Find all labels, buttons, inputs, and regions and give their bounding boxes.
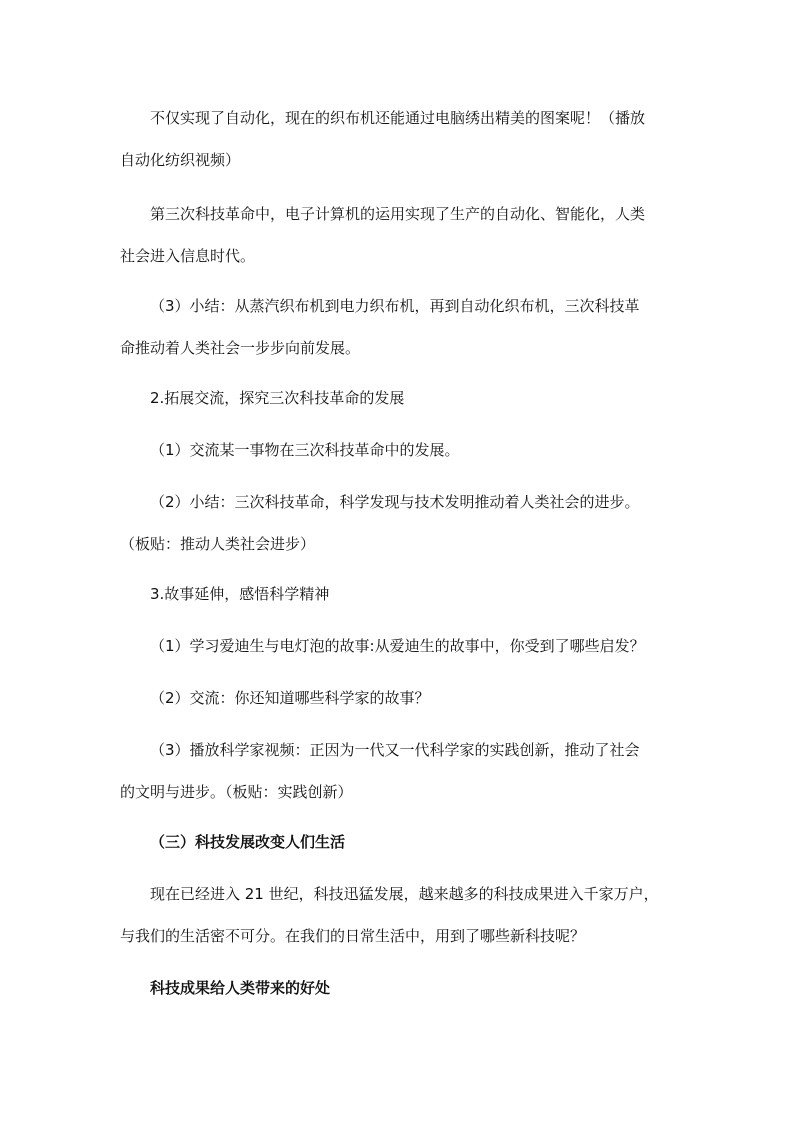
text-line: 现在已经进入 21 世纪，科技迅猛发展，越来越多的科技成果进入千家万户， xyxy=(150,885,659,903)
text-line: 第三次科技革命中，电子计算机的运用实现了生产的自动化、智能化，人类 xyxy=(150,205,646,223)
text-line: （板贴：推动人类社会进步） xyxy=(120,535,316,553)
text-line: （1）学习爱迪生与电灯泡的故事:从爱迪生的故事中，你受到了哪些启发？ xyxy=(150,637,645,655)
section-heading: 3.故事延伸，感悟科学精神 xyxy=(150,585,330,603)
text-line: （2）小结：三次科技革命，科学发现与技术发明推动着人类社会的进步。 xyxy=(150,493,640,511)
text-line: 自动化纺织视频） xyxy=(120,151,241,169)
text-line: （3）小结：从蒸汽织布机到电力织布机，再到自动化织布机，三次科技革 xyxy=(150,297,640,315)
text-line: （2）交流：你还知道哪些科学家的故事？ xyxy=(150,689,430,707)
text-line: 的文明与进步。（板贴：实践创新） xyxy=(120,783,353,801)
text-line: （1）交流某一事物在三次科技革命中的发展。 xyxy=(150,441,460,459)
text-line: 社会进入信息时代。 xyxy=(120,247,256,265)
section-heading: 2.拓展交流，探究三次科技革命的发展 xyxy=(150,389,405,407)
text-line: 命推动着人类社会一步步向前发展。 xyxy=(120,339,361,357)
text-line: 与我们的生活密不可分。在我们的日常生活中，用到了哪些新科技呢？ xyxy=(120,927,586,945)
text-line: （3）播放科学家视频：正因为一代又一代科学家的实践创新，推动了社会 xyxy=(150,741,640,759)
section-heading: （三）科技发展改变人们生活 xyxy=(150,833,346,851)
section-heading: 科技成果给人类带来的好处 xyxy=(150,979,331,997)
text-line: 不仅实现了自动化，现在的织布机还能通过电脑绣出精美的图案呢！（播放 xyxy=(150,109,646,127)
